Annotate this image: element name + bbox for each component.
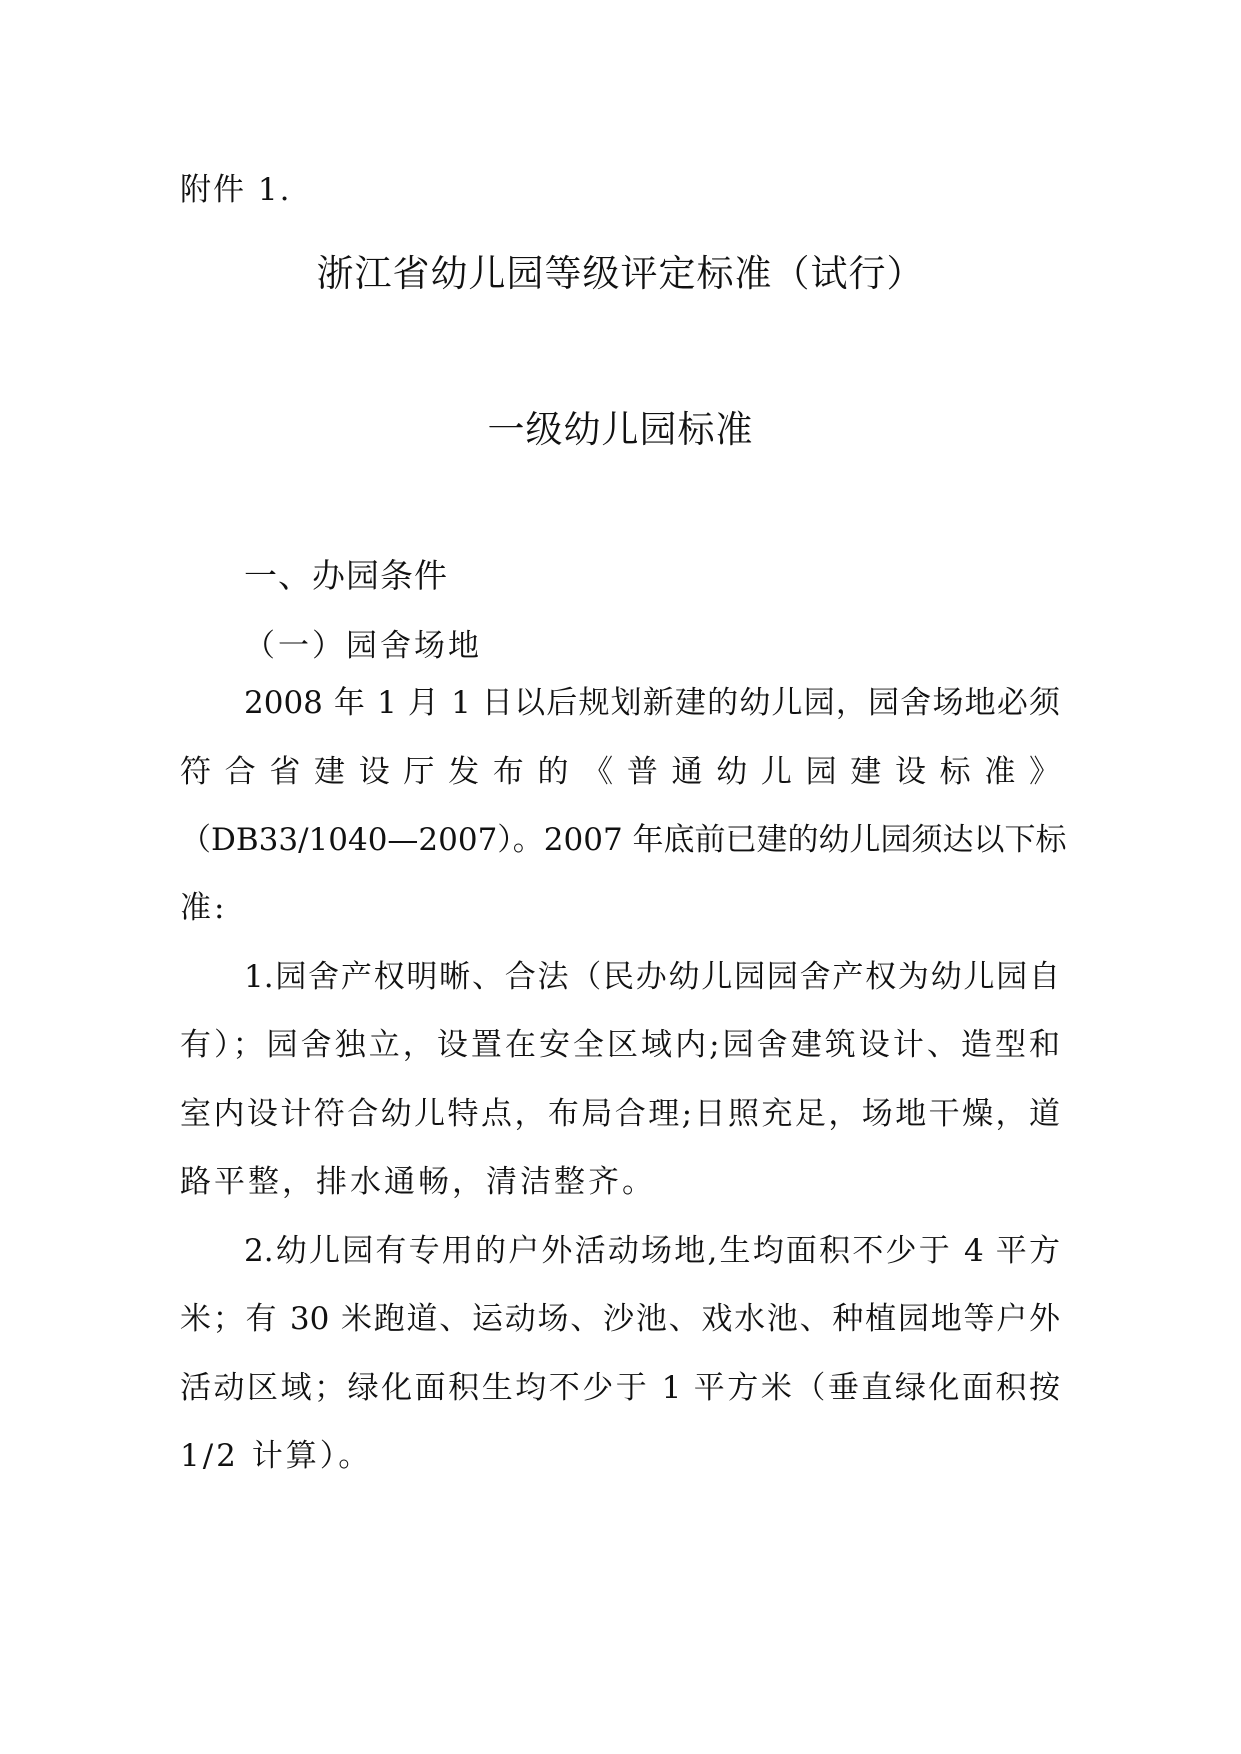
attachment-label: 附件 1. [180,172,292,208]
paragraph-line: 室内设计符合幼儿特点，布局合理;日照充足，场地干燥，道 [180,1096,1060,1132]
section-heading: 一、办园条件 [244,556,448,595]
paragraph-line: 有）；园舍独立，设置在安全区域内;园舍建筑设计、造型和 [180,1027,1060,1063]
document-title: 浙江省幼儿园等级评定标准（试行） [316,252,925,295]
paragraph-line: （DB33/1040—2007）。2007 年底前已建的幼儿园须达以下标 [180,822,1067,858]
subsection-heading: （一）园舍场地 [244,628,482,664]
level-title: 一级幼儿园标准 [487,408,754,451]
paragraph-line: 2008 年 1 月 1 日以后规划新建的幼儿园，园舍场地必须 [244,685,1060,721]
paragraph-line: 路平整，排水通畅，清洁整齐。 [180,1164,656,1200]
paragraph-line: 2.幼儿园有专用的户外活动场地,生均面积不少于 4 平方 [244,1233,1060,1269]
paragraph-line: 符合省建设厅发布的《普通幼儿园建设标准》 [180,754,1060,790]
paragraph-line: 活动区域；绿化面积生均不少于 1 平方米（垂直绿化面积按 [180,1370,1060,1406]
paragraph-line: 准: [180,890,228,926]
paragraph-line: 1.园舍产权明晰、合法（民办幼儿园园舍产权为幼儿园自 [244,959,1060,995]
paragraph-line: 1/2 计算）。 [180,1438,373,1474]
paragraph-line: 米；有 30 米跑道、运动场、沙池、戏水池、种植园地等户外 [180,1301,1060,1337]
